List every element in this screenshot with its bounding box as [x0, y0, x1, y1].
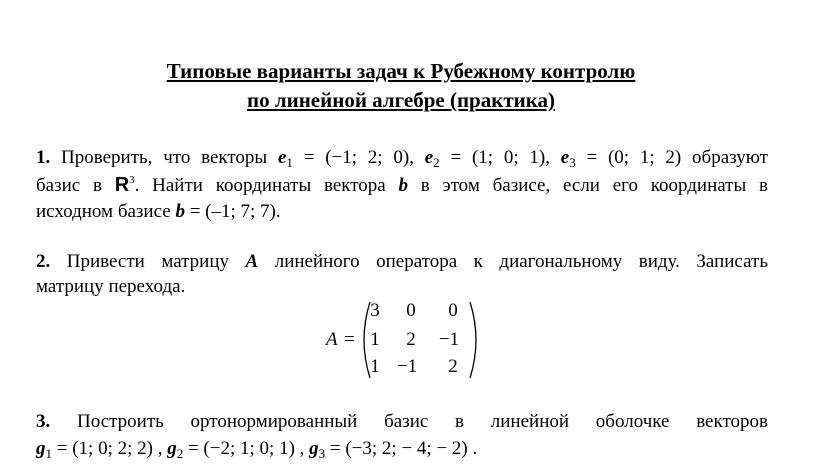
problem-2-text: линейного оператора к диагональному виду. Записать	[258, 251, 769, 272]
problem-1-line-3	[36, 200, 768, 224]
problem-1-line-2	[36, 173, 768, 198]
problem-2-line-1	[36, 250, 768, 274]
vector-g: g	[167, 438, 177, 459]
title-line-1: Типовые варианты задач к Рубежному контролю	[166, 59, 636, 83]
subscript: 2	[433, 155, 440, 170]
matrix-cell: 2	[448, 356, 458, 377]
real-space-symbol: R	[114, 174, 130, 196]
vector-g3-value: = (−3; 2; − 4; − 2) .	[325, 438, 478, 459]
problem-3-line-1	[36, 410, 768, 434]
vector-g2-value: = (−2; 1; 0; 1) ,	[183, 438, 310, 459]
vector-b-value: = (–1; 7; 7).	[184, 201, 281, 222]
vector-g: g	[309, 438, 319, 459]
subscript: 1	[286, 155, 293, 170]
equals-sign: =	[344, 329, 355, 350]
matrix-cell: 3	[370, 300, 380, 321]
matrix-a	[326, 298, 486, 382]
subscript: 3	[318, 446, 326, 461]
problem-2-number: 2.	[36, 251, 51, 272]
vector-g: g	[36, 438, 46, 459]
problem-3-line-2	[36, 437, 768, 461]
problem-1-text: . Найти координаты вектора	[134, 175, 399, 196]
problem-3-text: Построить ортонормированный базис в линейной оболочке векторов	[50, 411, 768, 432]
superscript: 3	[129, 174, 135, 186]
vector-e: e	[277, 147, 287, 168]
title-line-2: по линейной алгебре (практика)	[246, 88, 556, 112]
vector-e: e	[560, 147, 570, 168]
matrix-cell: 1	[370, 356, 380, 377]
vector-e: e	[424, 147, 434, 168]
vector-e1-value: = (−1; 2; 0),	[292, 147, 425, 168]
vector-b: b	[175, 201, 185, 222]
vector-b: b	[398, 175, 408, 196]
problem-1-text: в этом базисе, если его координаты в	[408, 175, 768, 196]
matrix-label: A	[326, 329, 338, 350]
vector-e2-value: = (1; 0; 1),	[439, 147, 561, 168]
matrix-a-symbol: A	[245, 251, 259, 272]
subscript: 1	[45, 446, 52, 461]
matrix-cell: −1	[438, 329, 460, 350]
vector-g1-value: = (1; 0; 2; 2) ,	[52, 438, 168, 459]
vector-e3-value: = (0; 1; 2) образуют	[575, 147, 768, 168]
problem-2-line-2: матрицу перехода.	[36, 276, 186, 297]
matrix-cell: −1	[396, 356, 418, 377]
problem-2-text: Привести матрицу	[50, 251, 246, 272]
problem-3-number: 3.	[36, 411, 51, 432]
problem-1-text: базис в	[36, 175, 115, 196]
matrix-cell: 0	[448, 300, 458, 321]
matrix-cell: 1	[370, 329, 380, 350]
problem-1-number: 1.	[36, 147, 51, 168]
matrix-cell: 0	[406, 300, 416, 321]
subscript: 2	[176, 446, 184, 461]
matrix-cell: 2	[406, 329, 416, 350]
problem-1-text: Проверить, что векторы	[50, 147, 278, 168]
problem-1-line-1	[36, 146, 768, 170]
subscript: 3	[569, 155, 576, 170]
problem-1-text: исходном базисе	[36, 201, 176, 222]
